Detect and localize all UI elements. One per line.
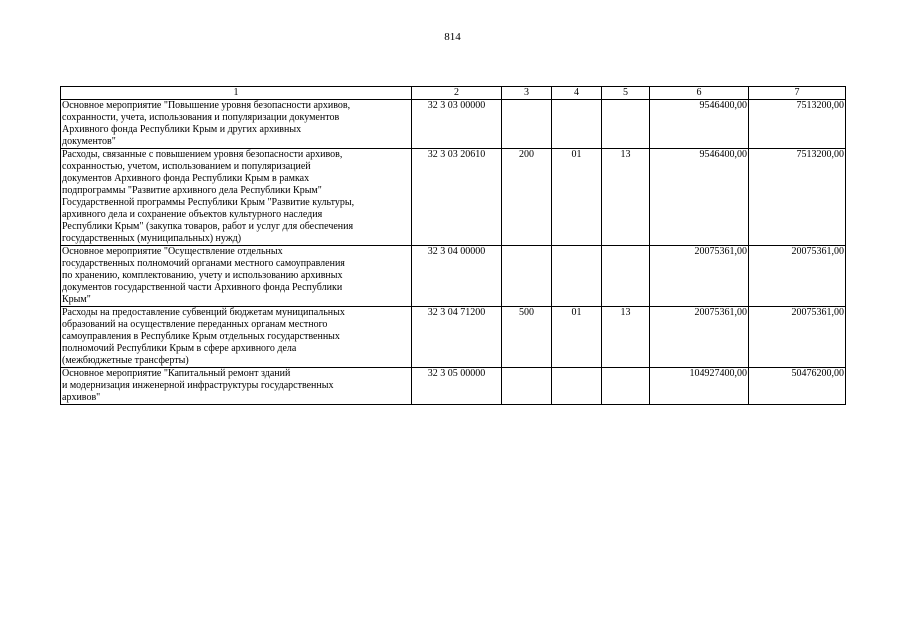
- amount-year-2: 20075361,00: [749, 307, 846, 368]
- target-article-code: 32 3 05 00000: [412, 368, 502, 405]
- amount-year-2: 7513200,00: [749, 100, 846, 149]
- description-line: и модернизация инженерной инфраструктуры государственных: [62, 380, 334, 391]
- description-line: документов государственной части Архивного фонда Республики: [62, 282, 343, 293]
- expense-type: [502, 246, 552, 307]
- row-description: [61, 368, 412, 405]
- column-header: 4: [552, 87, 602, 100]
- table-row: [61, 368, 846, 405]
- subsection-code: 13: [602, 307, 650, 368]
- column-number-row: [61, 87, 846, 100]
- description-line: сохранностью, учетом, использованием и популяризацией: [62, 161, 311, 172]
- expense-type: [502, 100, 552, 149]
- expense-type: 500: [502, 307, 552, 368]
- column-header: 2: [412, 87, 502, 100]
- expense-type: 200: [502, 149, 552, 246]
- table-row: [61, 307, 846, 368]
- section-code: [552, 100, 602, 149]
- description-line: документов": [62, 136, 116, 147]
- row-description: [61, 149, 412, 246]
- target-article-code: 32 3 03 00000: [412, 100, 502, 149]
- column-header: 5: [602, 87, 650, 100]
- amount-year-2: 20075361,00: [749, 246, 846, 307]
- description-line: государственных полномочий органами местного самоуправления: [62, 258, 345, 269]
- column-header: 3: [502, 87, 552, 100]
- amount-year-1: 20075361,00: [650, 246, 749, 307]
- description-line: самоуправления в Республике Крым отдельных государственных: [62, 331, 340, 342]
- amount-year-1: 9546400,00: [650, 100, 749, 149]
- description-line: подпрограммы "Развитие архивного дела Республики Крым": [62, 185, 322, 196]
- description-line: государственных (муниципальных) нужд): [62, 233, 242, 244]
- row-description: [61, 307, 412, 368]
- description-line: Республики Крым" (закупка товаров, работ и услуг для обеспечения: [62, 221, 354, 232]
- description-line: архивного дела и сохранение объектов культурного наследия: [62, 209, 323, 220]
- row-description: [61, 246, 412, 307]
- section-code: [552, 246, 602, 307]
- expense-type: [502, 368, 552, 405]
- description-line: сохранности, учета, использования и популяризации документов: [62, 112, 340, 123]
- description-line: Расходы на предоставление субвенций бюджетам муниципальных: [62, 307, 345, 318]
- amount-year-2: 7513200,00: [749, 149, 846, 246]
- description-line: (межбюджетные трансферты): [62, 355, 189, 366]
- description-line: Расходы, связанные с повышением уровня безопасности архивов,: [62, 149, 343, 160]
- table-row: [61, 246, 846, 307]
- target-article-code: 32 3 04 00000: [412, 246, 502, 307]
- amount-year-1: 20075361,00: [650, 307, 749, 368]
- description-line: архивов": [62, 392, 101, 403]
- section-code: 01: [552, 149, 602, 246]
- table-row: [61, 100, 846, 149]
- amount-year-1: 104927400,00: [650, 368, 749, 405]
- section-code: 01: [552, 307, 602, 368]
- column-header: 6: [650, 87, 749, 100]
- subsection-code: 13: [602, 149, 650, 246]
- section-code: [552, 368, 602, 405]
- description-line: полномочий Республики Крым в сфере архивного дела: [62, 343, 297, 354]
- column-header: 1: [61, 87, 412, 100]
- target-article-code: 32 3 04 71200: [412, 307, 502, 368]
- description-line: по хранению, комплектованию, учету и использованию архивных: [62, 270, 343, 281]
- description-line: Государственной программы Республики Крым "Развитие культуры,: [62, 197, 355, 208]
- amount-year-2: 50476200,00: [749, 368, 846, 405]
- description-line: Основное мероприятие "Осуществление отдельных: [62, 246, 283, 257]
- description-line: образований на осуществление переданных органам местного: [62, 319, 328, 330]
- page-number: 814: [444, 31, 461, 43]
- subsection-code: [602, 246, 650, 307]
- budget-table: [60, 86, 846, 405]
- subsection-code: [602, 100, 650, 149]
- column-header: 7: [749, 87, 846, 100]
- description-line: Архивного фонда Республики Крым и других архивных: [62, 124, 302, 135]
- table-row: [61, 149, 846, 246]
- target-article-code: 32 3 03 20610: [412, 149, 502, 246]
- row-description: [61, 100, 412, 149]
- amount-year-1: 9546400,00: [650, 149, 749, 246]
- description-line: Основное мероприятие "Капитальный ремонт зданий: [62, 368, 291, 379]
- description-line: Крым": [62, 294, 91, 305]
- description-line: Основное мероприятие "Повышение уровня безопасности архивов,: [62, 100, 351, 111]
- subsection-code: [602, 368, 650, 405]
- description-line: документов Архивного фонда Республики Крым в рамках: [62, 173, 310, 184]
